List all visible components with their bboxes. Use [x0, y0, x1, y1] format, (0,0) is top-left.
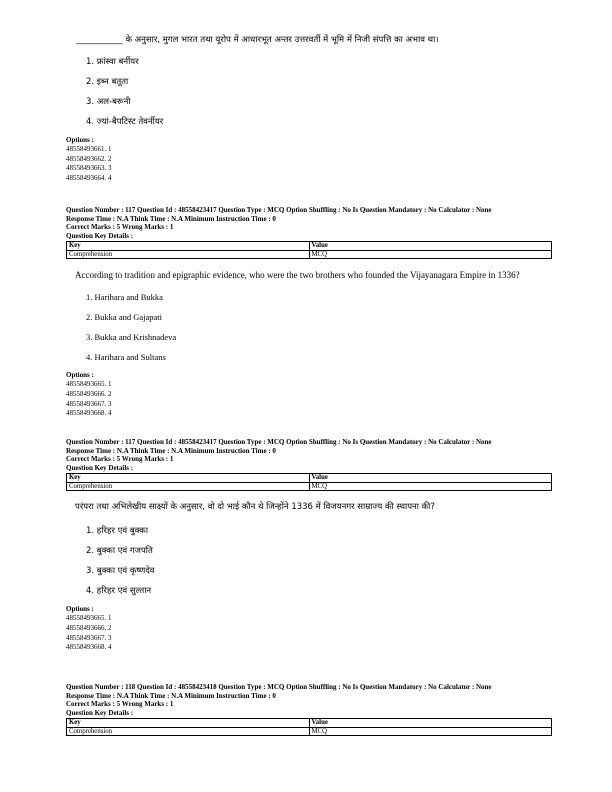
- table-row: [67, 727, 552, 736]
- table-header-row: [67, 242, 552, 251]
- choice-item: 1. Harihara and Bukka: [86, 292, 163, 303]
- question-meta-line: Question Number : 117 Question Id : 48558423417 Question Type : MCQ Option Shuffling : No Is Question Mandatory : No Calculator : None: [66, 438, 492, 446]
- table-row: [67, 250, 552, 259]
- option-id: 48558493661. 1: [66, 145, 112, 153]
- question-meta-line: Question Number : 117 Question Id : 48558423417 Question Type : MCQ Option Shuffling : No Is Question Mandatory : No Calculator : None: [66, 206, 492, 214]
- question-timing-line: Response Time : N.A Think Time : N.A Minimum Instruction Time : 0: [66, 446, 276, 455]
- question-stem: परंपरा तथा अभिलेखीय साक्ष्यों के अनुसार, वो दो भाई कौन थे जिन्होंने 1336 में विजयनगर साम्राज्य की स्थापना की?: [75, 502, 435, 513]
- option-id: 48558493664. 4: [66, 174, 112, 183]
- key-details-label: Question Key Details :: [66, 231, 134, 240]
- choice-item: 2. इब्न बतूता: [86, 77, 129, 87]
- choice-item: 4. हरिहर एवं सुल्तान: [86, 586, 152, 597]
- option-id: 48558493663. 3: [66, 164, 112, 173]
- options-label: Options :: [66, 136, 94, 144]
- option-id: 48558493668. 4: [66, 409, 112, 418]
- question-stem: [76, 34, 552, 46]
- header-value: Value: [309, 242, 552, 251]
- options-label: Options :: [66, 371, 94, 380]
- header-value: Value: [309, 474, 552, 483]
- cell-value: MCQ: [309, 727, 552, 736]
- key-details-table: [66, 241, 552, 259]
- header-key: Key: [67, 719, 310, 728]
- choice-item: 2. Bukka and Gajapati: [86, 312, 163, 323]
- choice-list: [66, 525, 552, 597]
- question-meta-line: Question Number : 118 Question Id : 48558423418 Question Type : MCQ Option Shuffling : No Is Question Mandatory : No Calculator : None: [66, 683, 492, 691]
- question-stem: According to tradition and epigraphic evidence, who were the two brothers who founded the Vijayanagara Empire in 1336?: [75, 270, 520, 281]
- options-label: Options :: [66, 605, 94, 614]
- header-key: Key: [67, 242, 310, 251]
- choice-item: 2. बुक्का एवं गजपति: [86, 546, 153, 557]
- choice-item: 3. अल-बरूनी: [86, 97, 131, 107]
- key-details-table: [66, 718, 552, 736]
- option-id: 48558493668. 4: [66, 643, 112, 652]
- key-details-table: [66, 473, 552, 491]
- table-header-row: [67, 719, 552, 728]
- header-value: Value: [309, 719, 552, 728]
- choice-list: [66, 291, 552, 363]
- question-marks: Correct Marks : 5 Wrong Marks : 1: [66, 700, 174, 708]
- question-marks: Correct Marks : 5 Wrong Marks : 1: [66, 455, 174, 463]
- cell-value: MCQ: [309, 482, 552, 491]
- choice-item: 4. Harihara and Sultans: [86, 352, 166, 363]
- cell-value: MCQ: [309, 250, 552, 259]
- choice-item: 1. फ्रांस्वा बर्नीयर: [86, 57, 139, 67]
- option-id: 48558493665. 1: [66, 614, 112, 623]
- choice-item: 3. बुक्का एवं कृष्णदेव: [86, 566, 155, 577]
- question-117-hindi: [66, 438, 552, 653]
- choice-item: 1. हरिहर एवं बुक्का: [86, 526, 149, 537]
- cell-key: Comprehension: [67, 727, 310, 736]
- question-marks: Correct Marks : 5 Wrong Marks : 1: [66, 223, 174, 231]
- option-id: 48558493667. 3: [66, 633, 112, 642]
- stem-blank: ___________: [76, 35, 123, 45]
- option-id: 48558493662. 2: [66, 154, 112, 163]
- choice-item: 3. Bukka and Krishnadeva: [86, 332, 177, 343]
- choice-item: 4. ज्यां-बैपटिस्ट तेवर्नीयर: [86, 117, 164, 127]
- table-row: [67, 482, 552, 491]
- option-id: 48558493667. 3: [66, 399, 112, 408]
- option-id: 48558493665. 1: [66, 380, 112, 389]
- table-header-row: [67, 474, 552, 483]
- question-timing-line: Response Time : N.A Think Time : N.A Minimum Instruction Time : 0: [66, 214, 276, 223]
- question-hindi-intro: [66, 34, 552, 184]
- question-118: [66, 683, 552, 736]
- key-details-label: Question Key Details :: [66, 708, 134, 717]
- question-117-english: [66, 206, 552, 419]
- cell-key: Comprehension: [67, 482, 310, 491]
- stem-text: के अनुसार, मुगल भारत तथा यूरोप में आधारभूत अन्तर उत्तरवर्ती में भूमि में निजी संपत्ति का अभाव था।: [122, 35, 439, 45]
- option-id: 48558493666. 2: [66, 623, 112, 632]
- option-id: 48558493666. 2: [66, 389, 112, 398]
- cell-key: Comprehension: [67, 250, 310, 259]
- choice-list: [66, 56, 552, 128]
- question-timing-line: Response Time : N.A Think Time : N.A Minimum Instruction Time : 0: [66, 691, 276, 700]
- key-details-label: Question Key Details :: [66, 463, 134, 472]
- header-key: Key: [67, 474, 310, 483]
